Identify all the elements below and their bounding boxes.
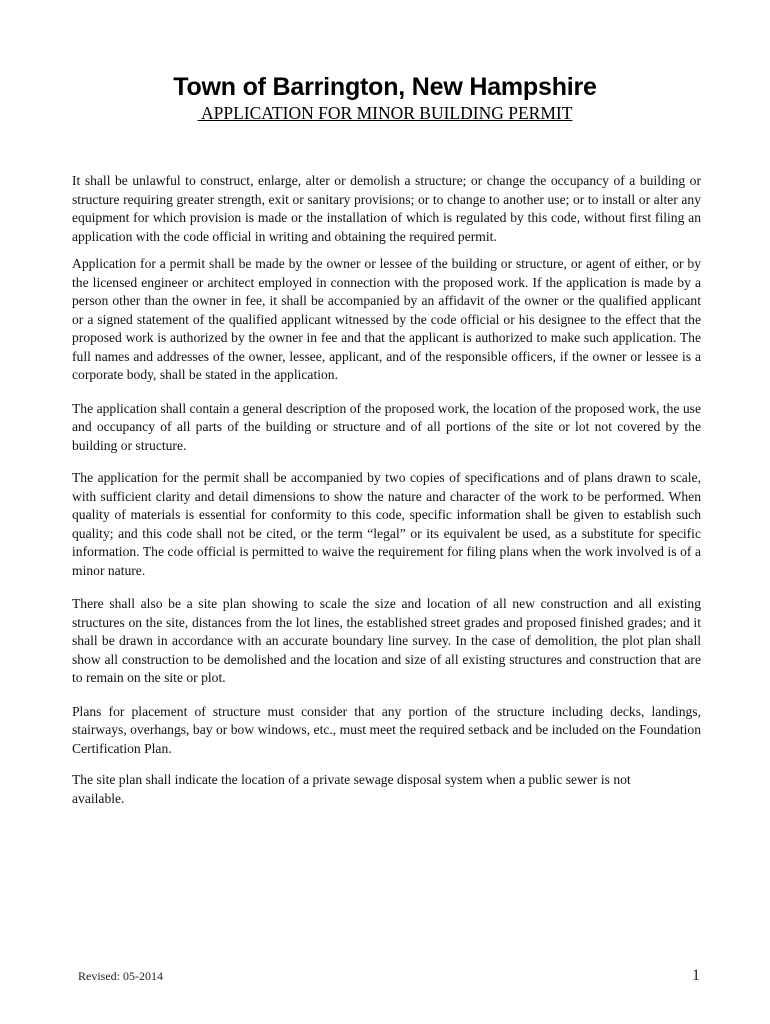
paragraph-unlawful-construction: It shall be unlawful to construct, enlarge, alter or demolish a structure; or change the occupancy of a building or structure requiring greater strength, exit or sanitary provisions; or to change to another use; or to install or alter any equipment for which provision is made or the installation of which is regulated by this code, without first filing an application with the code official in writing and obtaining the required permit. — [72, 173, 701, 244]
document-body — [72, 172, 701, 808]
paragraph-permit-application: Application for a permit shall be made by the owner or lessee of the building or structure, or agent of either, or by the licensed engineer or architect employed in connection with the proposed work. If the application is made by a person other than the owner in fee, it shall be accompanied by an affidavit of the owner or the qualified applicant or a signed statement of the qualified applicant witnessed by the code official or his designee to the effect that the proposed work is authorized by the owner in fee and that the applicant is authorized to make such application. The full names and addresses of the owner, lessee, applicant, and of the responsible officers, if the owner or lessee is a corporate body, shall be stated in the application. — [72, 256, 701, 382]
document-header — [0, 72, 770, 123]
paragraph-sewage-disposal: The site plan shall indicate the location of a private sewage disposal system when a public sewer is not available. — [72, 772, 631, 806]
paragraph-specifications-plans: The application for the permit shall be accompanied by two copies of specifications and of plans drawn to scale, with sufficient clarity and detail dimensions to show the nature and character of the work to be performed. When quality of materials is essential for conformity to this code, specific information shall be given to establish such quality; and this code shall not be cited, or the term “legal” or its equivalent be used, as a substitute for specific information. The code official is permitted to waive the requirement for filing plans when the work involved is of a minor nature. — [72, 470, 701, 578]
paragraph-structure-placement: Plans for placement of structure must consider that any portion of the structure including decks, landings, stairways, overhangs, bay or bow windows, etc., must meet the required setback and be included on the Foundation Certification Plan. — [72, 703, 701, 756]
document-subtitle: APPLICATION FOR MINOR BUILDING PERMIT — [197, 103, 573, 123]
paragraph-application-contents: The application shall contain a general description of the proposed work, the location of the proposed work, the use and occupancy of all parts of the building or structure and of all portions of the site or lot not covered by the building or structure. — [72, 400, 701, 453]
page-number: 1 — [692, 967, 700, 984]
document-title: Town of Barrington, New Hampshire — [173, 73, 597, 101]
revision-date: Revised: 05-2014 — [78, 969, 163, 983]
paragraph-site-plan: There shall also be a site plan showing to scale the size and location of all new construction and all existing structures on the site, distances from the lot lines, the established street grades and proposed finished grades; and it shall be drawn in accordance with an accurate boundary line survey. In the case of demolition, the plot plan shall show all construction to be demolished and the location and size of all existing structures and construction that are to remain on the site or plot. — [72, 596, 701, 685]
